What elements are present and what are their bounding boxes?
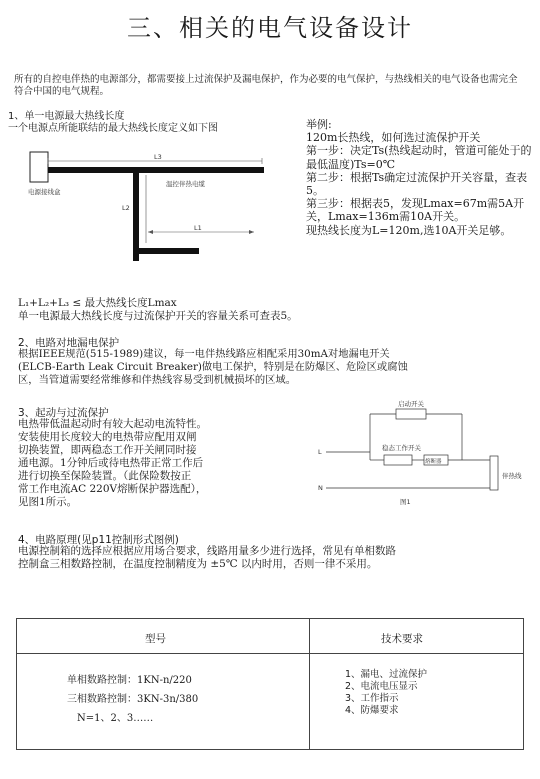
heat-cable-length-diagram [26,148,306,288]
example-line: 第一步：决定Ts(热线起动时，管道可能处于的最低温度)Ts=0℃ [306,144,532,171]
model-list [67,671,198,728]
heat-cable [490,456,498,490]
section2-heading: 2、电路对地漏电保护 [18,337,120,349]
section3-body: 电热带低温起动时有较大起动电流特性。 安装使用长度较大的电热带应配用双闸 切换装置，即两稳态工作开关闸同时接 通电源。1分钟后或待电热带正常工作后 进行切换至保险装置。（此保险数按正 常工作电流AC 220V熔断保护器选配）， 见图1所示。 [18,418,207,508]
requirement-item: 4、防爆要求 [345,705,399,716]
l1-label: L1 [194,224,202,232]
cable-label: 温控伴热电缆 [166,180,205,188]
page-title: 三、相关的电气设备设计 [127,14,413,42]
example-title: 举例: [306,118,332,131]
requirement-item: 1、漏电、过流保护 [345,669,428,680]
example-line: 第二步：根据Ts确定过流保护开关容量，查表5。 [306,170,528,198]
line-n-label: N [318,484,323,492]
circuit-diagram [312,400,536,508]
example-line: 现热线长度为L=120m,选10A开关足够。 [306,223,512,237]
junction-box [30,152,48,182]
section1-subheading: 一个电源点所能联结的最大热线长度定义如下图 [8,123,218,134]
cable-label: 伴热线 [502,472,522,480]
model-item: 单相数路控制：1KN-n/220 [67,675,192,686]
l2-label: L2 [122,204,130,212]
start-switch-label: 启动开关 [398,400,424,408]
lower-cable [139,248,199,254]
fuse-label: 熔断器 [425,459,442,465]
section3-heading: 3、起动与过流保护 [18,407,109,419]
example-block [306,118,538,237]
work-switch-label: 稳态工作开关 [382,444,421,452]
work-switch [384,455,412,465]
requirements-list [345,669,427,717]
requirement-item: 2、电流电压显示 [345,681,418,692]
l3-label: L3 [154,153,162,161]
section1-summary: 单一电源最大热线长度与过流保护开关的容量关系可查表5。 [18,310,298,322]
line-l-label: L [318,448,322,456]
junction-box-label: 电源接线盒 [28,188,61,196]
requirement-item: 3、工作指示 [345,693,399,704]
section2-body: 根据IEEE规范(515-1989)建议，每一电伴热线路应相配采用30mA对地漏电开关 (ELCB-Earth Leak Circuit Breaker)做电工保护，特别是在防爆区、危险区或腐蚀 区，当管道需要经常维修和伴热线容易受到机械损坏的区域。 [18,348,408,386]
start-switch [396,409,426,419]
table-header-requirements: 技术要求 [381,633,423,645]
figure-label: 图1 [400,498,411,506]
intro-paragraph: 所有的自控电伴热的电源部分，都需要接上过流保护及漏电保护，作为必要的电气保护，与热线相关的电气设备也需完全符合中国的电气规程。 [14,74,518,97]
model-table [16,618,524,750]
length-formula: L₁+L₂+L₃ ≤ 最大热线长度Lmax [18,297,177,309]
example-line: 120m长热线，如何选过流保护开关 [306,131,481,145]
table-header-model: 型号 [145,633,166,645]
section4-heading: 4、电路原理(见p11控制形式图例) [18,534,179,546]
branch-cable [133,173,139,261]
model-item: 三相数路控制：3KN-3n/380 [67,694,199,705]
example-line: 第三步：根据表5，发现Lmax=67m需5A开关，Lmax=136m需10A开关。 [306,197,525,224]
main-cable [48,167,264,173]
model-item: N=1、2、3…… [77,713,154,724]
section4-body: 电源控制箱的选择应根据应用场合要求，线路用量多少进行选择，常见有单相数路 控制盒三相数路控制，在温度控制精度为 ±5℃ 以内时用，否则一律不采用。 [18,545,396,570]
section1-heading: 1、单一电源最大热线长度 [8,111,125,122]
